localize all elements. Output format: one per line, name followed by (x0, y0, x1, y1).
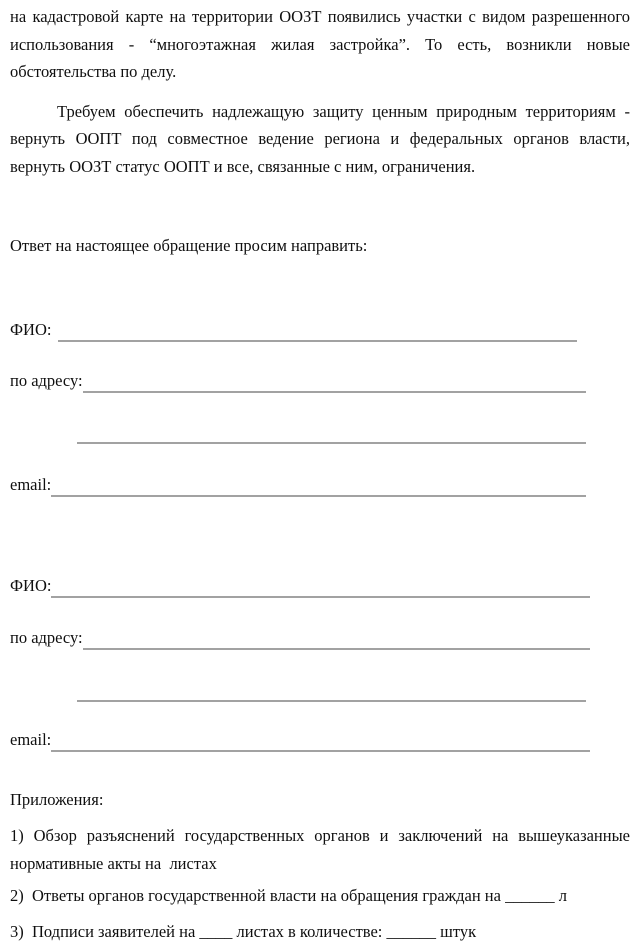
address-label: по адресу: (10, 370, 83, 390)
reply-request-line: Ответ на настоящее обращение просим направить: (10, 236, 368, 255)
fio-label: ФИО: (10, 576, 52, 595)
email-field-row-1 (10, 469, 630, 497)
email-input-line-1[interactable] (51, 471, 586, 497)
fio-field-row-2 (10, 571, 630, 599)
address-continuation-line-2[interactable] (77, 676, 586, 702)
address-label: по адресу: (10, 627, 83, 647)
attachment-item-1: 1) Обзор разъяснений государственных органов и заключений на вышеуказанные нормативные акты на листах (10, 826, 635, 873)
attachment-item-3: 3) Подписи заявителей на ____ листах в количестве: ______ штук (10, 921, 477, 941)
paragraph-demand: Требуем обеспечить надлежащую защиту ценным природным территориям - вернуть ООПТ под совместное ведение региона и федеральных органов власти, вернуть ООЗТ статус ООПТ и все, связанные с ним, ограничения. (10, 101, 635, 176)
address-continuation-line-1[interactable] (77, 418, 586, 444)
email-field-row-2 (10, 724, 630, 752)
address-continuation-row-1 (10, 417, 630, 445)
attachments-heading: Приложения: (10, 789, 104, 809)
attachment-item-2: 2) Ответы органов государственной власти на обращения граждан на ______ л (10, 886, 567, 905)
email-label: email: (10, 474, 52, 494)
fio-label: ФИО: (10, 320, 52, 339)
address-field-row-2 (10, 622, 630, 650)
address-input-line-2[interactable] (83, 624, 590, 650)
address-continuation-row-2 (10, 675, 630, 703)
address-field-row-1 (10, 365, 630, 393)
fio-input-line-2[interactable] (51, 572, 590, 598)
address-input-line-1[interactable] (83, 367, 586, 393)
fio-input-line-1[interactable] (58, 316, 577, 342)
email-label: email: (10, 729, 52, 749)
fio-field-row-1 (10, 315, 630, 343)
email-input-line-2[interactable] (51, 726, 590, 752)
paragraph-cadastral-map: на кадастровой карте на территории ООЗТ появились участки с видом разрешенного использования - “многоэтажная жилая застройка”. То есть, возникли новые обстоятельства по делу. (10, 7, 635, 81)
